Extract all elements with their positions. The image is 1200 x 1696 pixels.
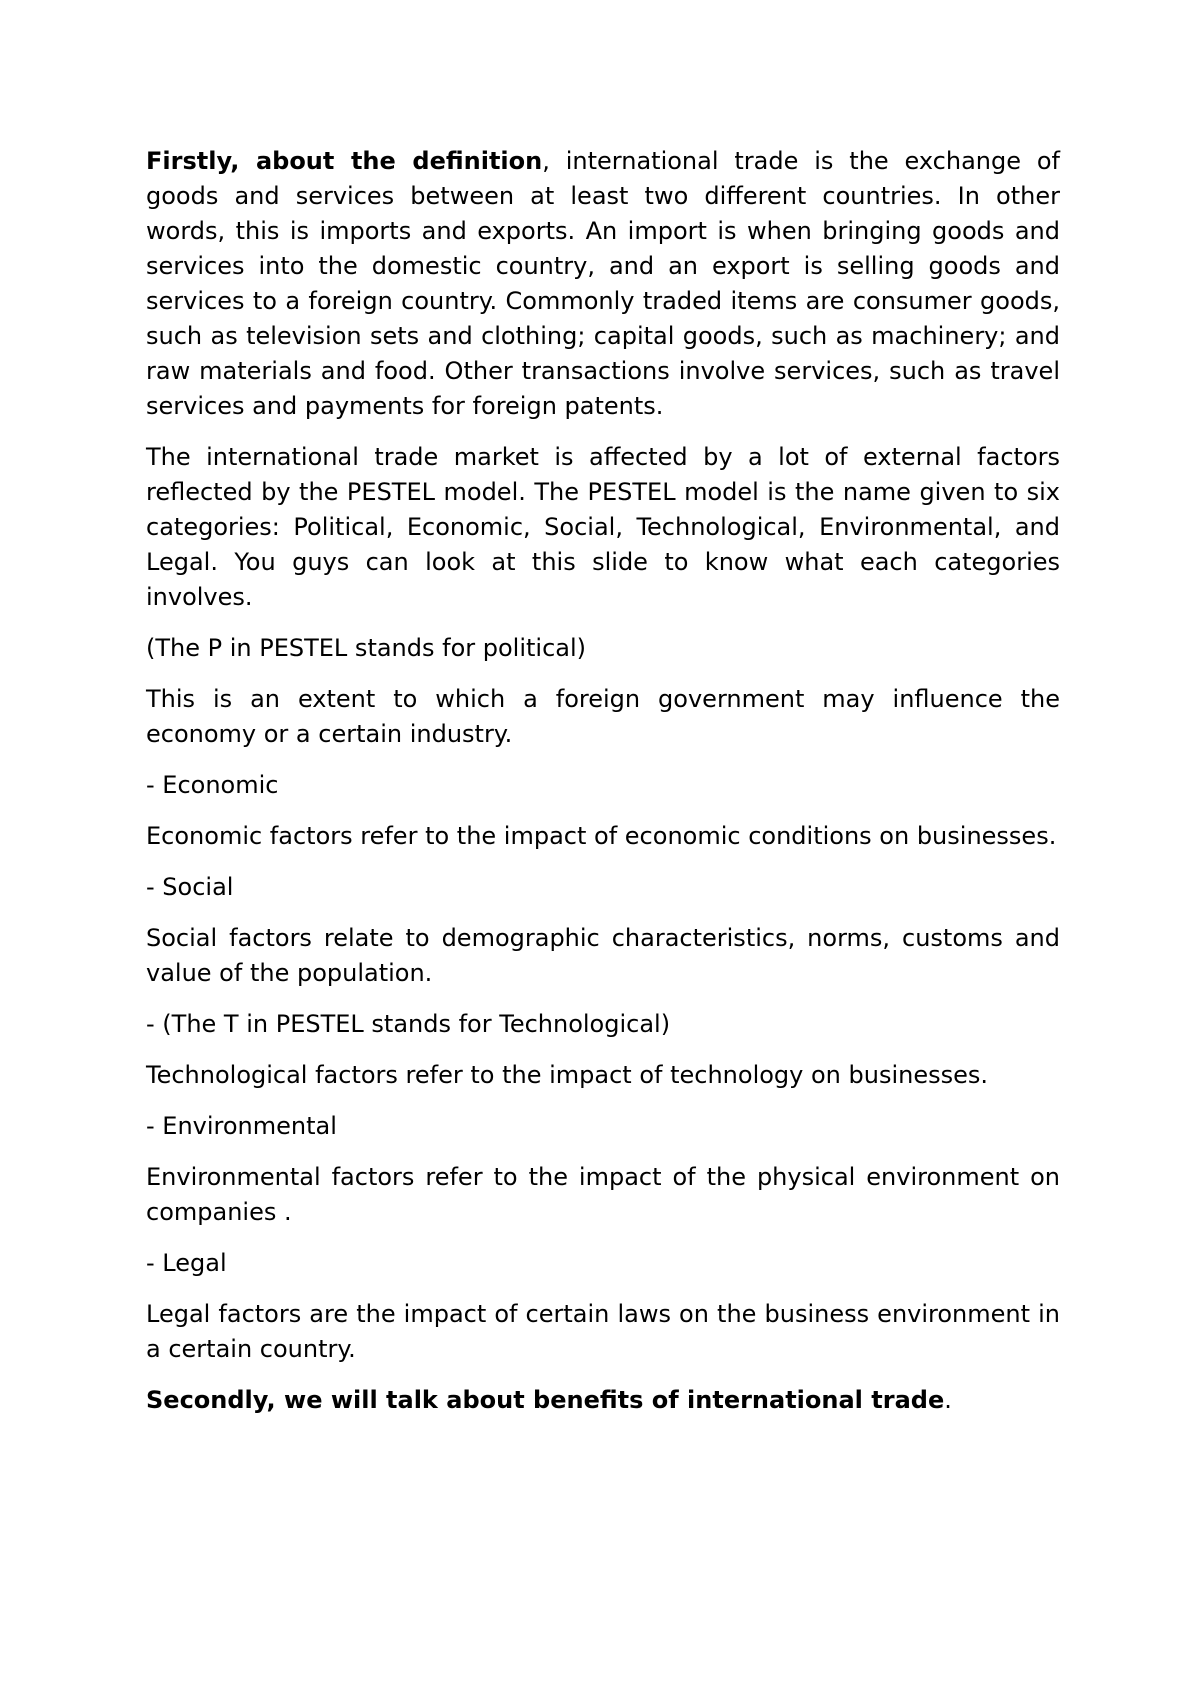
closing-paragraph [146,1383,1060,1418]
definition-paragraph [146,144,1060,424]
social-heading: - Social [146,873,234,901]
environmental-heading: - Environmental [146,1112,337,1140]
definition-text: , international trade is the exchange of goods and services between at least two different countries. In other words, this is imports and exports. An import is when bringing goods and services into the domestic country, and an export is selling goods and services to a foreign country. Commonly traded items are consumer goods, such as television sets and clothing; capital goods, such as machinery; and raw materials and food. Other transactions involve services, such as travel services and payments for foreign patents. [146,147,1060,420]
political-heading: (The P in PESTEL stands for political) [146,634,587,662]
social-paragraph: Social factors relate to demographic characteristics, norms, customs and value of the population. [146,924,1060,987]
environmental-paragraph: Environmental factors refer to the impact of the physical environment on companies . [146,1163,1060,1226]
document-body [146,144,1060,1434]
political-paragraph: This is an extent to which a foreign government may influence the economy or a certain industry. [146,685,1060,748]
definition-lead: Firstly, about the definition [146,147,543,175]
technological-paragraph: Technological factors refer to the impact of technology on businesses. [146,1061,989,1089]
closing-lead: Secondly, we will talk about benefits of international trade [146,1386,945,1414]
legal-heading: - Legal [146,1249,227,1277]
pestel-intro-paragraph: The international trade market is affected by a lot of external factors reflected by the PESTEL model. The PESTEL model is the name given to six categories: Political, Economic, Social, Technological, Environmental, and Legal. You guys can look at this slide to know what each categories involves. [146,443,1060,611]
technological-heading: - (The T in PESTEL stands for Technological) [146,1010,671,1038]
economic-paragraph: Economic factors refer to the impact of economic conditions on businesses. [146,822,1057,850]
legal-paragraph: Legal factors are the impact of certain laws on the business environment in a certain country. [146,1300,1060,1363]
closing-text: . [944,1386,952,1414]
economic-heading: - Economic [146,771,279,799]
